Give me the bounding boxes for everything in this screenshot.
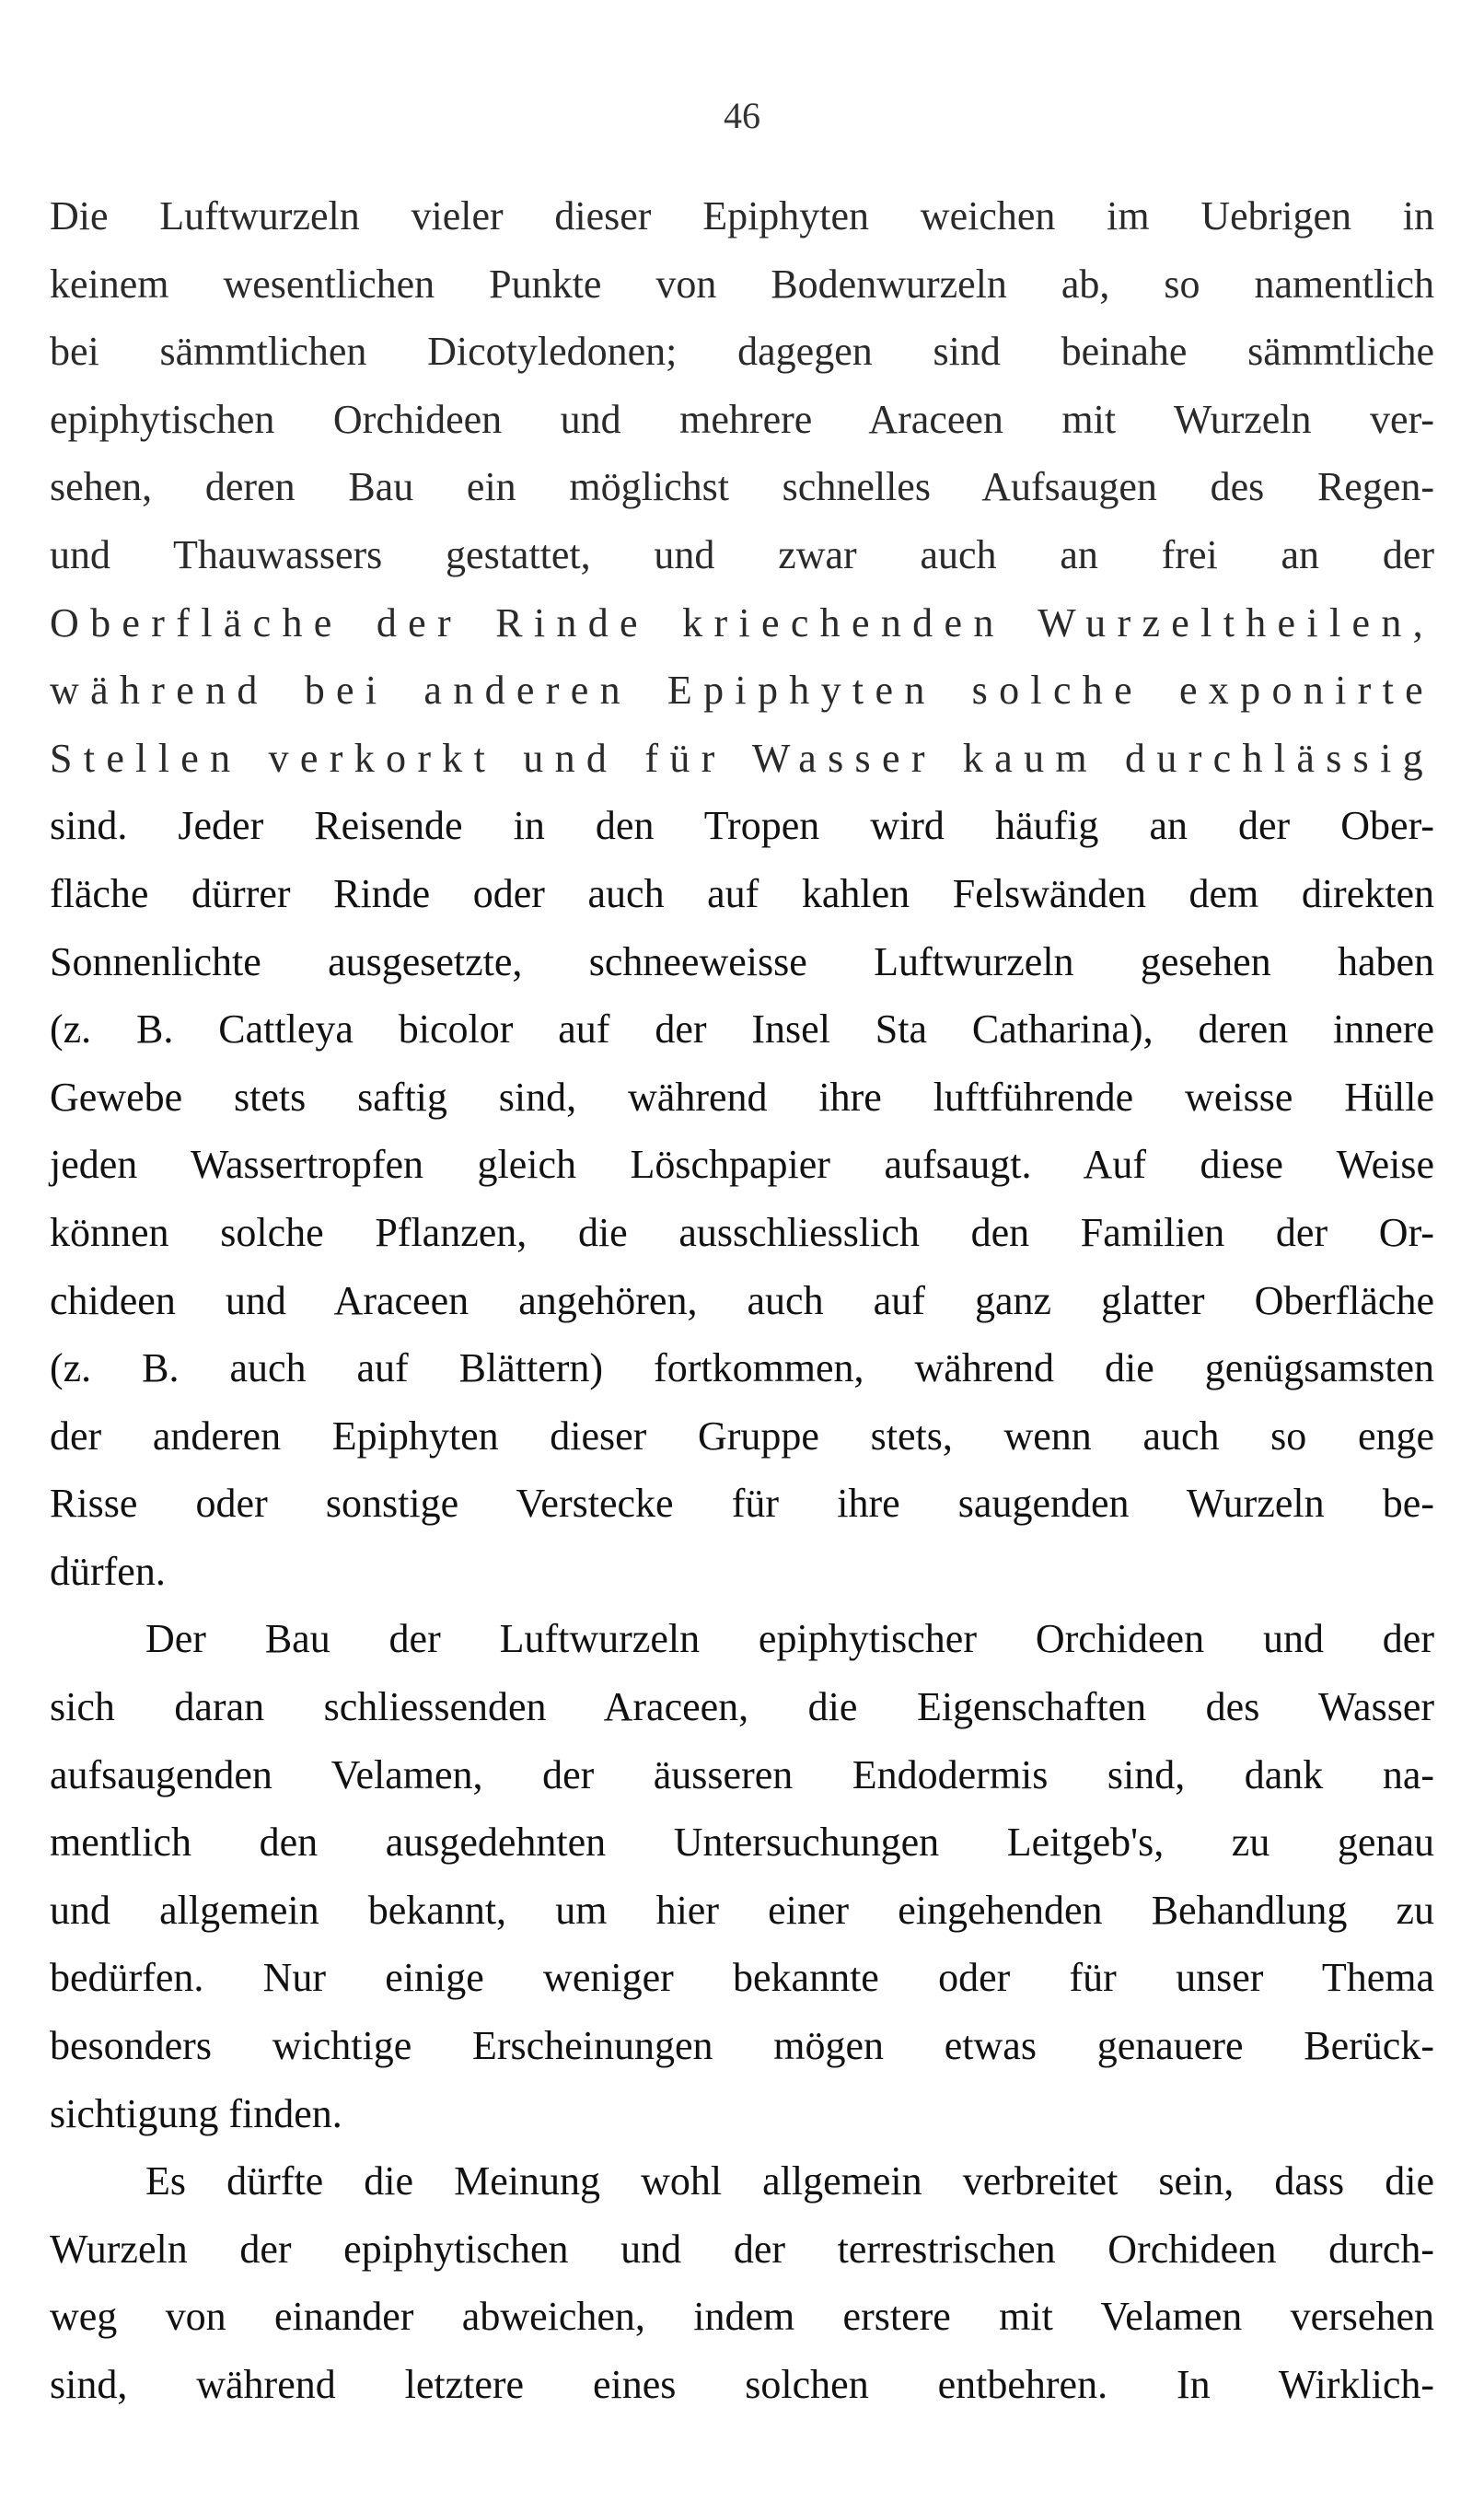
text-line: (z. B. Cattleya bicolor auf der Insel Sta Catharina), deren innere (50, 1006, 1434, 1052)
paragraph-start-line: Es dürfte die Meinung wohl allgemein verbreitet sein, dass die (145, 2158, 1434, 2204)
text-line: während bei anderen Epiphyten solche exponirte (50, 668, 1434, 714)
text-line: jeden Wassertropfen gleich Löschpapier aufsaugt. Auf diese Weise (50, 1142, 1434, 1188)
text-line: keinem wesentlichen Punkte von Bodenwurzeln ab, so namentlich (50, 261, 1434, 307)
text-line: Die Luftwurzeln vieler dieser Epiphyten weichen im Uebrigen in (50, 193, 1434, 238)
text-line: Risse oder sonstige Verstecke für ihre saugenden Wurzeln be- (50, 1481, 1434, 1527)
text-line: sind, während letztere eines solchen entbehren. In Wirklich- (50, 2362, 1434, 2407)
text-line: aufsaugenden Velamen, der äusseren Endodermis sind, dank na- (50, 1751, 1434, 1797)
page-number: 46 (724, 95, 760, 136)
text-line: besonders wichtige Erscheinungen mögen etwas genauere Berück- (50, 2023, 1434, 2069)
paragraph-end-line: sichtigung finden. (50, 2090, 342, 2136)
text-line: der anderen Epiphyten dieser Gruppe stets, wenn auch so enge (50, 1413, 1434, 1459)
paragraph-start-line: Der Bau der Luftwurzeln epiphytischer Orchideen und der (145, 1616, 1434, 1662)
text-line: Wurzeln der epiphytischen und der terrestrischen Orchideen durch- (50, 2226, 1434, 2272)
text-line: bedürfen. Nur einige weniger bekannte oder für unser Thema (50, 1955, 1434, 2001)
text-line: und Thauwassers gestattet, und zwar auch an frei an der (50, 531, 1434, 577)
text-line: können solche Pflanzen, die ausschliesslich den Familien der Or- (50, 1209, 1434, 1255)
text-line: epiphytischen Orchideen und mehrere Araceen mit Wurzeln ver- (50, 396, 1434, 442)
text-line: weg von einander abweichen, indem erstere mit Velamen versehen (50, 2294, 1434, 2340)
text-line: und allgemein bekannt, um hier einer eingehenden Behandlung zu (50, 1887, 1434, 1933)
text-line: fläche dürrer Rinde oder auch auf kahlen Felswänden dem direkten (50, 870, 1434, 916)
text-line: sehen, deren Bau ein möglichst schnelles Aufsaugen des Regen- (50, 464, 1434, 510)
text-line: sich daran schliessenden Araceen, die Eigenschaften des Wasser (50, 1684, 1434, 1730)
paragraph-end-line: dürfen. (50, 1548, 166, 1594)
text-line: Stellen verkorkt und für Wasser kaum durchlässig (50, 735, 1434, 781)
text-line: Gewebe stets saftig sind, während ihre luftführende weisse Hülle (50, 1074, 1434, 1120)
text-line: (z. B. auch auf Blättern) fortkommen, während die genügsamsten (50, 1345, 1434, 1391)
text-line: chideen und Araceen angehören, auch auf ganz glatter Oberfläche (50, 1277, 1434, 1323)
text-line: Oberfläche der Rinde kriechenden Wurzeltheilen, (50, 599, 1434, 645)
text-line: sind. Jeder Reisende in den Tropen wird häufig an der Ober- (50, 803, 1434, 849)
text-line: mentlich den ausgedehnten Untersuchungen Leitgeb's, zu genau (50, 1820, 1434, 1866)
body-text (50, 182, 1434, 2419)
text-line: bei sämmtlichen Dicotyledonen; dagegen sind beinahe sämmtliche (50, 329, 1434, 375)
text-line: Sonnenlichte ausgesetzte, schneeweisse Luftwurzeln gesehen haben (50, 938, 1434, 984)
